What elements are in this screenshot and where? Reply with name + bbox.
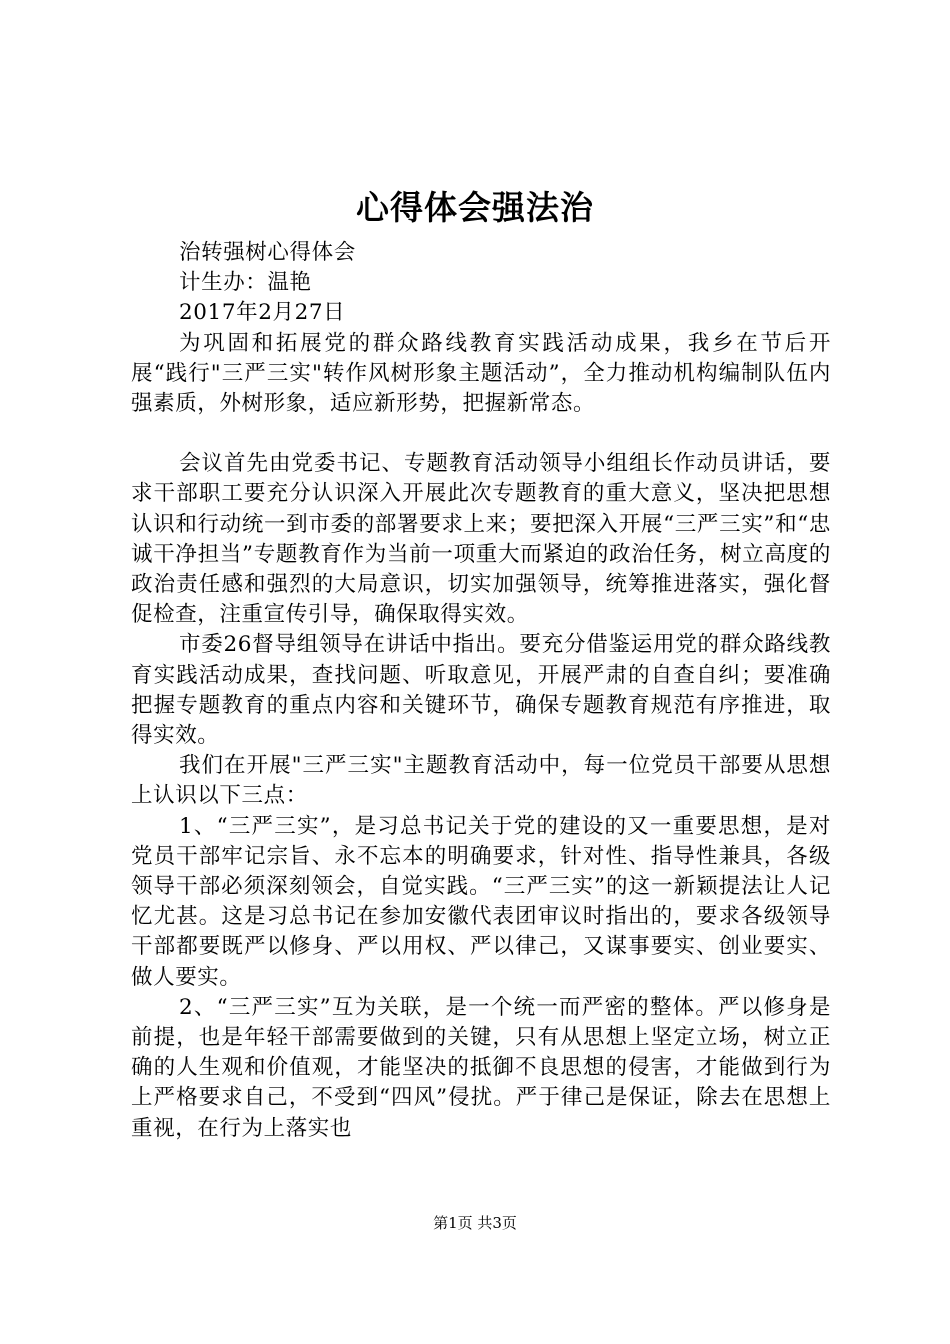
body-paragraph: 为巩固和拓展党的群众路线教育实践活动成果，我乡在节后开展“践行"三严三实"转作风树形象主题活动”，全力推动机构编制队伍内强素质，外树形象，适应新形势，把握新常态。: [131, 330, 831, 417]
body-paragraph: 市委26督导组领导在讲话中指出。要充分借鉴运用党的群众路线教育实践活动成果，查找问题、听取意见，开展严肃的自查自纠；要准确把握专题教育的重点内容和关键环节，确保专题教育规范有序推进，取得实效。: [131, 632, 831, 749]
document-body: [131, 238, 831, 1144]
body-paragraph: 我们在开展"三严三实"主题教育活动中，每一位党员干部要从思想上认识以下三点：: [131, 753, 831, 809]
body-paragraph: 2、“三严三实”互为关联，是一个统一而严密的整体。严以修身是前提，也是年轻干部需要做到的关键，只有从思想上坚定立场，树立正确的人生观和价值观，才能坚决的抵御不良思想的侵害，才能做到行为上严格要求自己，不受到“四风”侵扰。严于律己是保证，除去在思想上重视，在行为上落实也: [131, 994, 831, 1141]
subtitle-line: 治转强树心得体会: [179, 240, 356, 265]
body-paragraph: 会议首先由党委书记、专题教育活动领导小组组长作动员讲话，要求干部职工要充分认识深入开展此次专题教育的重大意义，坚决把思想认识和行动统一到市委的部署要求上来；要把深入开展“三严三实”和“忠诚干净担当”专题教育作为当前一项重大而紧迫的政治任务，树立高度的政治责任感和强烈的大局意识，切实加强领导，统筹推进落实，强化督促检查，注重宣传引导，确保取得实效。: [131, 451, 831, 628]
body-paragraph: 1、“三严三实”，是习总书记关于党的建设的又一重要思想，是对党员干部牢记宗旨、永不忘本的明确要求，针对性、指导性兼具，各级领导干部必须深刻领会，自觉实践。“三严三实”的这一新颖提法让人记忆尤甚。这是习总书记在参加安徽代表团审议时指出的，要求各级领导干部都要既严以修身、严以用权、严以律己，又谋事要实、创业要实、做人要实。: [131, 813, 831, 990]
paragraph-spacer: [131, 419, 831, 449]
document-title: 心得体会强法治: [356, 188, 594, 227]
date-line: 2017年2月27日: [179, 300, 346, 326]
page-footer: 第1页 共3页: [433, 1214, 517, 1232]
author-line: 计生办：温艳: [179, 270, 312, 296]
